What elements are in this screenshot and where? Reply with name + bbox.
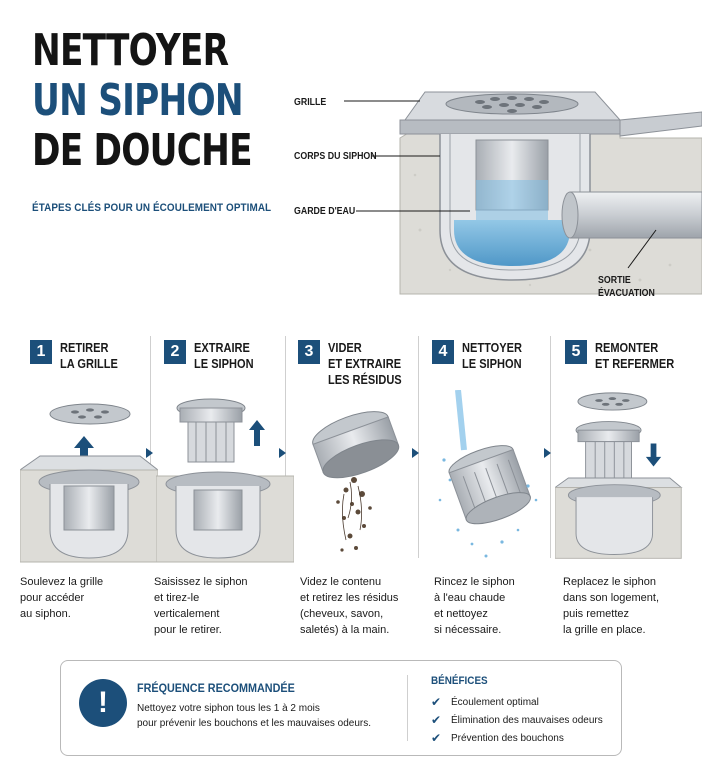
benefit-item: ✔ Prévention des bouchons (431, 731, 564, 745)
step-number: 5 (565, 340, 587, 364)
siphon-cross-section-diagram (290, 80, 702, 302)
callout-corps-du-siphon: CORPS DU SIPHON (294, 151, 377, 162)
step-2-illustration (156, 390, 294, 565)
benefits-list (431, 693, 603, 747)
title-line-3: DE DOUCHE (32, 125, 252, 176)
exclamation-icon: ! (79, 679, 127, 727)
step-number: 1 (30, 340, 52, 364)
step-title: EXTRAIRE LE SIPHON (194, 340, 254, 371)
step-1-illustration (20, 390, 158, 565)
step-title: NETTOYER LE SIPHON (462, 340, 522, 371)
info-box-divider (407, 675, 408, 741)
step-description: Rincez le siphon à l'eau chaude et nettoyez si nécessaire. (434, 576, 515, 636)
frequency-title: FRÉQUENCE RECOMMANDÉE (137, 681, 295, 695)
callout-sortie-evacuation (598, 274, 655, 300)
benefit-item: ✔ Écoulement optimal (431, 695, 539, 709)
checkmark-icon: ✔ (431, 731, 442, 745)
benefit-item: ✔ Élimination des mauvaises odeurs (431, 713, 603, 727)
down-arrow-icon (646, 444, 661, 467)
benefits-title: BÉNÉFICES (431, 675, 488, 687)
step-description: Soulevez la grille pour accéder au siphon. (20, 576, 104, 620)
page-title (32, 26, 252, 176)
step-number: 2 (164, 340, 186, 364)
checkmark-icon: ✔ (431, 695, 442, 709)
callout-sortie-line1: SORTIE (598, 275, 631, 286)
callout-grille: GRILLE (294, 97, 327, 108)
step-description: Videz le contenu et retirez les résidus (cheveux, savon, saletés) à la main. (300, 576, 399, 636)
step-title: VIDER ET EXTRAIRE LES RÉSIDUS (328, 340, 402, 387)
info-box (60, 660, 622, 756)
step-3-illustration (294, 390, 432, 565)
callout-sortie-line2: ÉVACUATION (598, 288, 655, 299)
step-number: 4 (432, 340, 454, 364)
step-description: Saisissez le siphon et tirez-le verticalement pour le retirer. (154, 576, 248, 636)
step-title: RETIRER LA GRILLE (60, 340, 118, 371)
callout-garde-d-eau: GARDE D'EAU (294, 206, 356, 217)
step-title: REMONTER ET REFERMER (595, 340, 675, 371)
step-number: 3 (298, 340, 320, 364)
step-4-illustration (428, 390, 566, 565)
step-description: Replacez le siphon dans son logement, puis remettez la grille en place. (563, 576, 660, 636)
frequency-text: Nettoyez votre siphon tous les 1 à 2 mois pour prévenir les bouchons et les mauvaises odeurs. (137, 703, 372, 729)
step-5-illustration (555, 390, 687, 565)
checkmark-icon: ✔ (431, 713, 442, 727)
page-subtitle: ÉTAPES CLÉS POUR UN ÉCOULEMENT OPTIMAL (32, 202, 272, 214)
title-line-2: UN SIPHON (32, 75, 243, 126)
up-arrow-icon (249, 420, 265, 446)
title-line-1: NETTOYER (32, 25, 229, 76)
